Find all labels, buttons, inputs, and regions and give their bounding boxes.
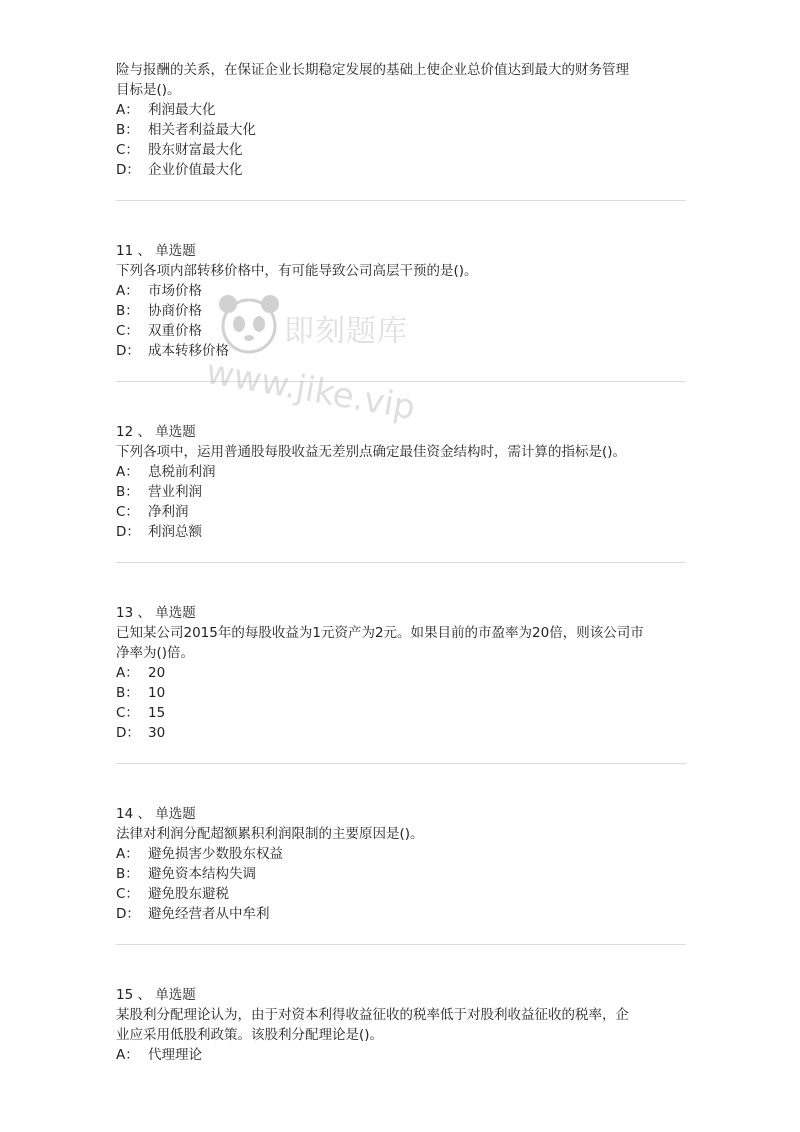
option-key: B： — [116, 122, 139, 138]
option-key: B： — [116, 484, 139, 500]
option-key: D： — [116, 524, 140, 540]
option-key: B： — [116, 303, 139, 319]
option-a — [116, 1045, 686, 1065]
question-header: 12 、 单选题 — [116, 424, 196, 440]
option-b — [116, 120, 686, 140]
question-stem-line: 险与报酬的关系，在保证企业长期稳定发展的基础上使企业总价值达到最大的财务管理 — [116, 62, 629, 78]
option-a — [116, 844, 686, 864]
question-divider — [116, 562, 686, 563]
option-key: C： — [116, 504, 139, 520]
option-text: 成本转移价格 — [148, 343, 229, 359]
option-b — [116, 301, 686, 321]
option-d — [116, 160, 686, 180]
question-10-continued — [116, 60, 686, 180]
option-key: A： — [116, 102, 139, 118]
option-a — [116, 663, 686, 683]
question-divider — [116, 200, 686, 201]
option-b — [116, 683, 686, 703]
question-divider — [116, 944, 686, 945]
option-key: D： — [116, 906, 140, 922]
option-key: C： — [116, 323, 139, 339]
question-stem-line: 业应采用低股利政策。该股利分配理论是()。 — [116, 1027, 384, 1043]
option-text: 股东财富最大化 — [148, 142, 243, 158]
option-c — [116, 884, 686, 904]
question-12 — [116, 422, 686, 542]
option-d — [116, 522, 686, 542]
question-stem-line: 法律对利润分配超额累积利润限制的主要原因是()。 — [116, 826, 424, 842]
option-key: B： — [116, 685, 139, 701]
option-key: A： — [116, 464, 139, 480]
option-text: 避免股东避税 — [148, 886, 229, 902]
question-header: 15 、 单选题 — [116, 987, 196, 1003]
option-text: 企业价值最大化 — [148, 162, 243, 178]
option-a — [116, 281, 686, 301]
option-b — [116, 864, 686, 884]
option-text: 15 — [148, 705, 166, 721]
option-a — [116, 462, 686, 482]
option-text: 10 — [148, 685, 166, 701]
option-text: 协商价格 — [148, 303, 202, 319]
option-c — [116, 502, 686, 522]
question-header: 14 、 单选题 — [116, 806, 196, 822]
option-key: B： — [116, 866, 139, 882]
option-d — [116, 341, 686, 361]
question-stem-line: 净率为()倍。 — [116, 645, 195, 661]
watermark-brand: 即刻题库 — [284, 314, 408, 349]
question-header: 13 、 单选题 — [116, 605, 196, 621]
option-key: A： — [116, 665, 139, 681]
option-c — [116, 321, 686, 341]
option-c — [116, 703, 686, 723]
option-key: C： — [116, 705, 139, 721]
option-key: A： — [116, 846, 139, 862]
option-text: 利润最大化 — [148, 102, 216, 118]
option-d — [116, 723, 686, 743]
option-text: 双重价格 — [148, 323, 202, 339]
question-15 — [116, 985, 686, 1065]
question-divider — [116, 381, 686, 382]
option-key: A： — [116, 1047, 139, 1063]
option-key: A： — [116, 283, 139, 299]
option-text: 净利润 — [148, 504, 189, 520]
question-13 — [116, 603, 686, 743]
document-page — [116, 60, 686, 1065]
option-text: 30 — [148, 725, 166, 741]
watermark-url: www.jike.vip — [203, 352, 419, 429]
question-stem-line: 目标是()。 — [116, 82, 181, 98]
question-header: 11 、 单选题 — [116, 243, 196, 259]
option-text: 相关者利益最大化 — [148, 122, 256, 138]
option-d — [116, 904, 686, 924]
question-stem-line: 某股利分配理论认为，由于对资本利得收益征收的税率低于对股利收益征收的税率，企 — [116, 1007, 629, 1023]
option-key: C： — [116, 142, 139, 158]
option-key: D： — [116, 725, 140, 741]
option-text: 避免经营者从中牟利 — [148, 906, 270, 922]
question-14 — [116, 804, 686, 924]
option-a — [116, 100, 686, 120]
option-key: D： — [116, 162, 140, 178]
question-stem-line: 下列各项内部转移价格中，有可能导致公司高层干预的是()。 — [116, 263, 478, 279]
question-divider — [116, 763, 686, 764]
question-11 — [116, 241, 686, 361]
option-text: 市场价格 — [148, 283, 202, 299]
option-key: C： — [116, 886, 139, 902]
option-text: 20 — [148, 665, 166, 681]
option-text: 避免资本结构失调 — [148, 866, 256, 882]
option-text: 利润总额 — [148, 524, 202, 540]
option-text: 避免损害少数股东权益 — [148, 846, 283, 862]
option-text: 息税前利润 — [148, 464, 216, 480]
question-stem-line: 已知某公司2015年的每股收益为1元资产为2元。如果目前的市盈率为20倍，则该公司市 — [116, 625, 644, 641]
option-text: 代理理论 — [148, 1047, 202, 1063]
option-key: D： — [116, 343, 140, 359]
option-text: 营业利润 — [148, 484, 202, 500]
option-c — [116, 140, 686, 160]
question-stem-line: 下列各项中，运用普通股每股收益无差别点确定最佳资金结构时，需计算的指标是()。 — [116, 444, 627, 460]
option-b — [116, 482, 686, 502]
